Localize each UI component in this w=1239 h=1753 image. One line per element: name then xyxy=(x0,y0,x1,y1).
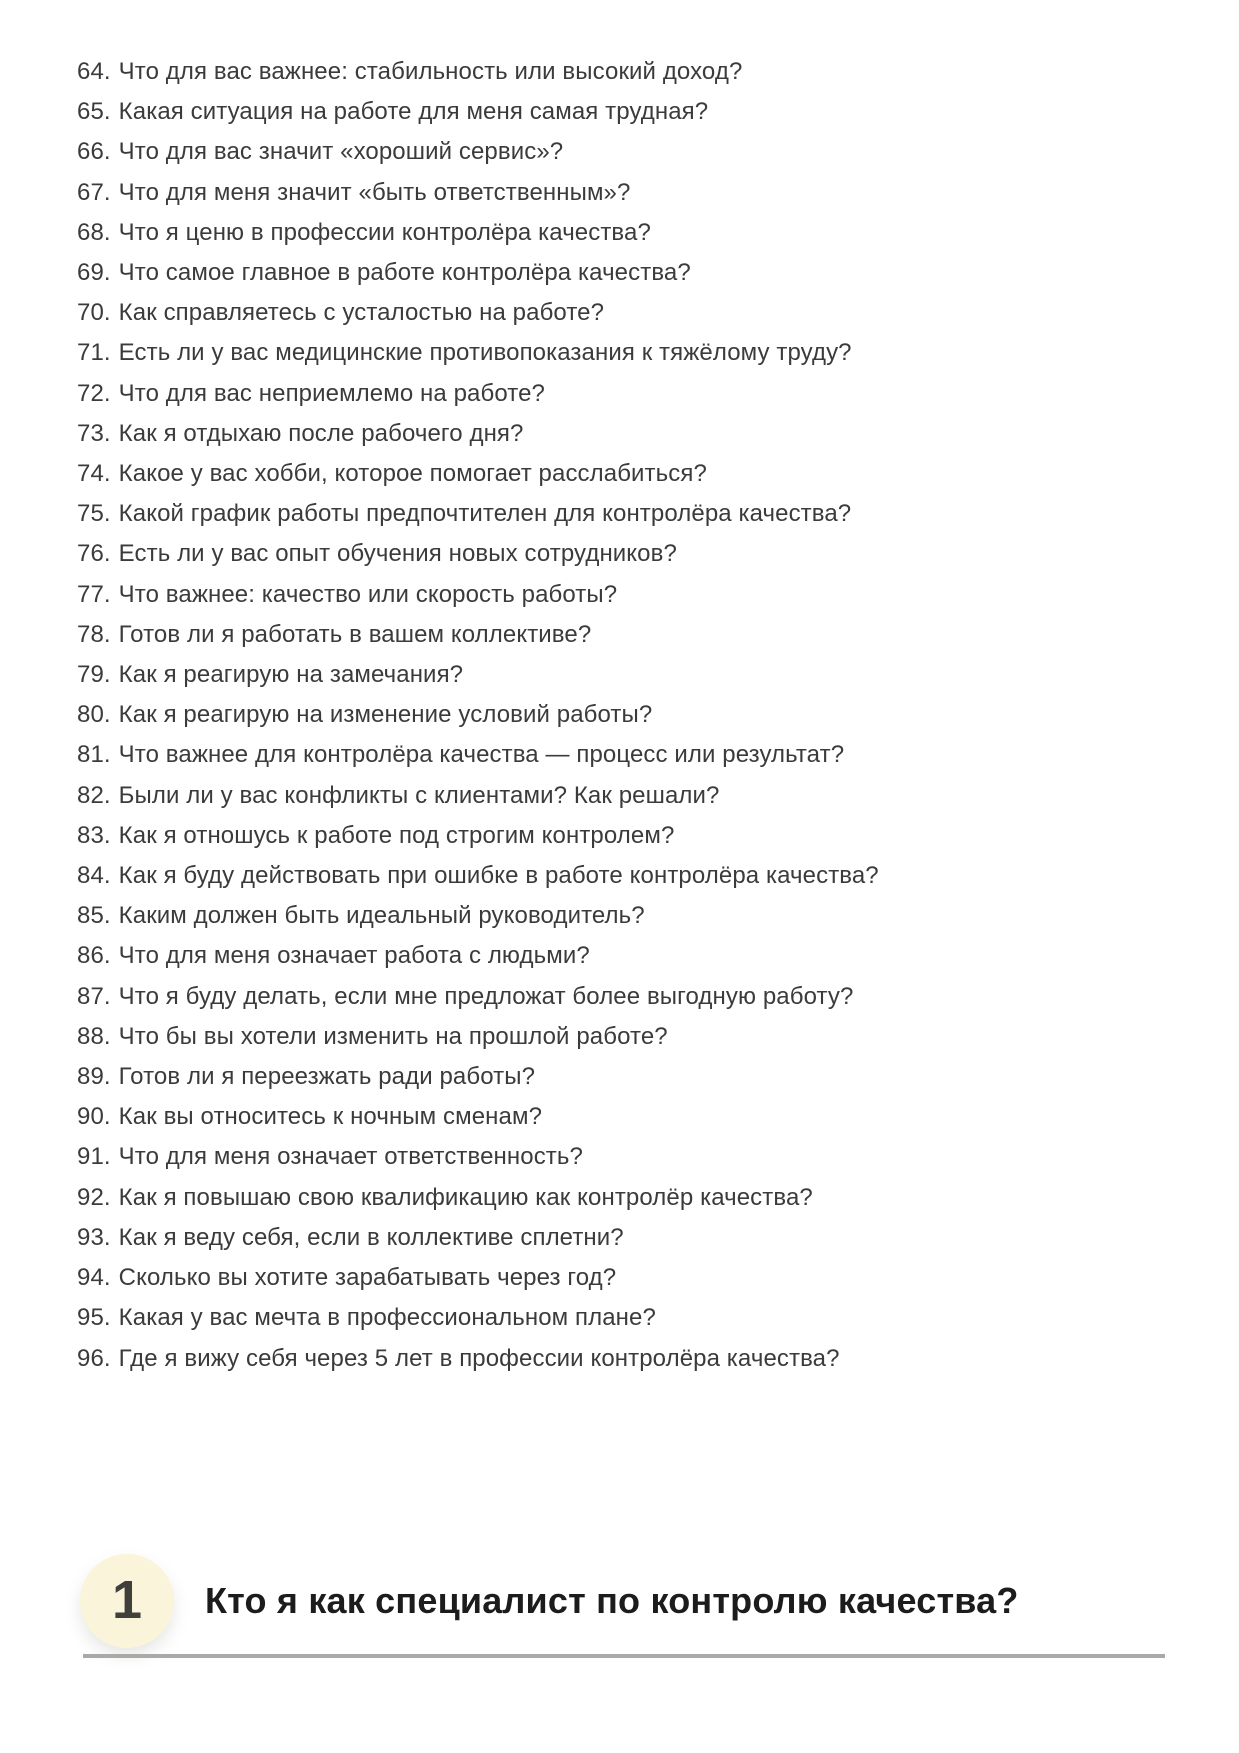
question-text: Как вы относитесь к ночным сменам? xyxy=(118,1103,543,1131)
question-text: Что я буду делать, если мне предложат более выгодную работу? xyxy=(118,982,854,1010)
question-number: 82. xyxy=(77,781,111,809)
question-number: 83. xyxy=(77,821,111,849)
question-item xyxy=(77,333,1199,373)
question-item xyxy=(77,1218,1199,1258)
question-text: Какая ситуация на работе для меня самая трудная? xyxy=(118,98,709,126)
question-item xyxy=(77,977,1199,1017)
section-title: Кто я как специалист по контролю качества? xyxy=(205,1580,1019,1621)
question-item xyxy=(77,896,1199,936)
question-number: 75. xyxy=(77,500,111,528)
section-divider xyxy=(83,1654,1165,1658)
question-text: Что самое главное в работе контролёра качества? xyxy=(118,259,691,287)
question-number: 87. xyxy=(77,982,111,1010)
question-item xyxy=(77,534,1199,574)
question-item xyxy=(77,1178,1199,1218)
question-number: 72. xyxy=(77,379,111,407)
question-item xyxy=(77,695,1199,735)
question-text: Как справляетесь с усталостью на работе? xyxy=(118,299,605,327)
question-text: Какое у вас хобби, которое помогает расслабиться? xyxy=(118,460,707,488)
question-text: Есть ли у вас медицинские противопоказания к тяжёлому труду? xyxy=(118,339,852,367)
question-item xyxy=(77,414,1199,454)
question-text: Каким должен быть идеальный руководитель? xyxy=(118,902,645,930)
question-item xyxy=(77,132,1199,172)
question-item xyxy=(77,1057,1199,1097)
question-item xyxy=(77,293,1199,333)
question-text: Что бы вы хотели изменить на прошлой работе? xyxy=(118,1022,668,1050)
question-text: Как я повышаю свою квалификацию как контролёр качества? xyxy=(118,1183,813,1211)
question-item xyxy=(77,253,1199,293)
question-item xyxy=(77,936,1199,976)
question-text: Что для меня означает работа с людьми? xyxy=(118,942,590,970)
question-number: 85. xyxy=(77,902,111,930)
question-list xyxy=(77,52,1199,1379)
question-item xyxy=(77,1298,1199,1338)
question-number: 84. xyxy=(77,862,111,890)
question-text: Какой график работы предпочтителен для контролёра качества? xyxy=(118,500,852,528)
question-text: Есть ли у вас опыт обучения новых сотрудников? xyxy=(118,540,677,568)
question-item xyxy=(77,1097,1199,1137)
section-header xyxy=(80,1554,1019,1648)
question-item xyxy=(77,374,1199,414)
question-text: Какая у вас мечта в профессиональном плане? xyxy=(118,1304,656,1332)
question-item xyxy=(77,1258,1199,1298)
question-number: 64. xyxy=(77,58,111,85)
question-text: Что важнее: качество или скорость работы? xyxy=(118,580,618,608)
question-item xyxy=(77,1017,1199,1057)
question-item xyxy=(77,52,1199,92)
question-text: Как я отдыхаю после рабочего дня? xyxy=(118,419,524,447)
question-number: 73. xyxy=(77,419,111,447)
question-item xyxy=(77,615,1199,655)
question-number: 96. xyxy=(77,1344,111,1372)
question-text: Как я веду себя, если в коллективе сплетни? xyxy=(118,1223,624,1251)
question-text: Как я реагирую на изменение условий работы? xyxy=(118,701,653,729)
question-number: 78. xyxy=(77,620,111,648)
question-number: 67. xyxy=(77,178,111,206)
question-number: 94. xyxy=(77,1264,111,1292)
question-item xyxy=(77,856,1199,896)
question-item xyxy=(77,1137,1199,1177)
question-number: 86. xyxy=(77,942,111,970)
question-item xyxy=(77,213,1199,253)
question-text: Что важнее для контролёра качества — процесс или результат? xyxy=(118,741,845,769)
question-text: Что для меня означает ответственность? xyxy=(118,1143,583,1171)
question-item xyxy=(77,776,1199,816)
question-text: Сколько вы хотите зарабатывать через год? xyxy=(118,1264,617,1292)
question-item xyxy=(77,92,1199,132)
question-number: 93. xyxy=(77,1223,111,1251)
question-item xyxy=(77,575,1199,615)
question-number: 92. xyxy=(77,1183,111,1211)
question-text: Что для вас важнее: стабильность или высокий доход? xyxy=(118,58,743,85)
question-text: Готов ли я работать в вашем коллективе? xyxy=(118,620,592,648)
question-text: Где я вижу себя через 5 лет в профессии контролёра качества? xyxy=(118,1344,840,1372)
question-number: 79. xyxy=(77,661,111,689)
question-item xyxy=(77,454,1199,494)
question-number: 89. xyxy=(77,1063,111,1091)
question-number: 76. xyxy=(77,540,111,568)
question-number: 88. xyxy=(77,1022,111,1050)
question-text: Как я отношусь к работе под строгим контролем? xyxy=(118,821,675,849)
question-number: 70. xyxy=(77,299,111,327)
section-number: 1 xyxy=(111,1570,143,1630)
question-text: Были ли у вас конфликты с клиентами? Как решали? xyxy=(118,781,720,809)
question-item xyxy=(77,494,1199,534)
question-number: 65. xyxy=(77,98,111,126)
question-text: Что для вас неприемлемо на работе? xyxy=(118,379,545,407)
question-number: 69. xyxy=(77,259,111,287)
question-number: 80. xyxy=(77,701,111,729)
question-text: Что для меня значит «быть ответственным»? xyxy=(118,178,631,206)
question-number: 90. xyxy=(77,1103,111,1131)
question-number: 91. xyxy=(77,1143,111,1171)
question-number: 71. xyxy=(77,339,111,367)
question-item xyxy=(77,655,1199,695)
question-number: 66. xyxy=(77,138,111,166)
question-item xyxy=(77,816,1199,856)
question-text: Как я реагирую на замечания? xyxy=(118,661,464,689)
question-text: Что я ценю в профессии контролёра качества? xyxy=(118,218,651,246)
question-number: 77. xyxy=(77,580,111,608)
question-number: 68. xyxy=(77,218,111,246)
question-number: 95. xyxy=(77,1304,111,1332)
question-item xyxy=(77,173,1199,213)
question-text: Что для вас значит «хороший сервис»? xyxy=(118,138,564,166)
question-number: 81. xyxy=(77,741,111,769)
question-text: Как я буду действовать при ошибке в работе контролёра качества? xyxy=(118,862,879,890)
question-number: 74. xyxy=(77,460,111,488)
question-item xyxy=(77,1339,1199,1379)
section-number-badge xyxy=(80,1554,174,1648)
question-item xyxy=(77,735,1199,775)
question-text: Готов ли я переезжать ради работы? xyxy=(118,1063,536,1091)
